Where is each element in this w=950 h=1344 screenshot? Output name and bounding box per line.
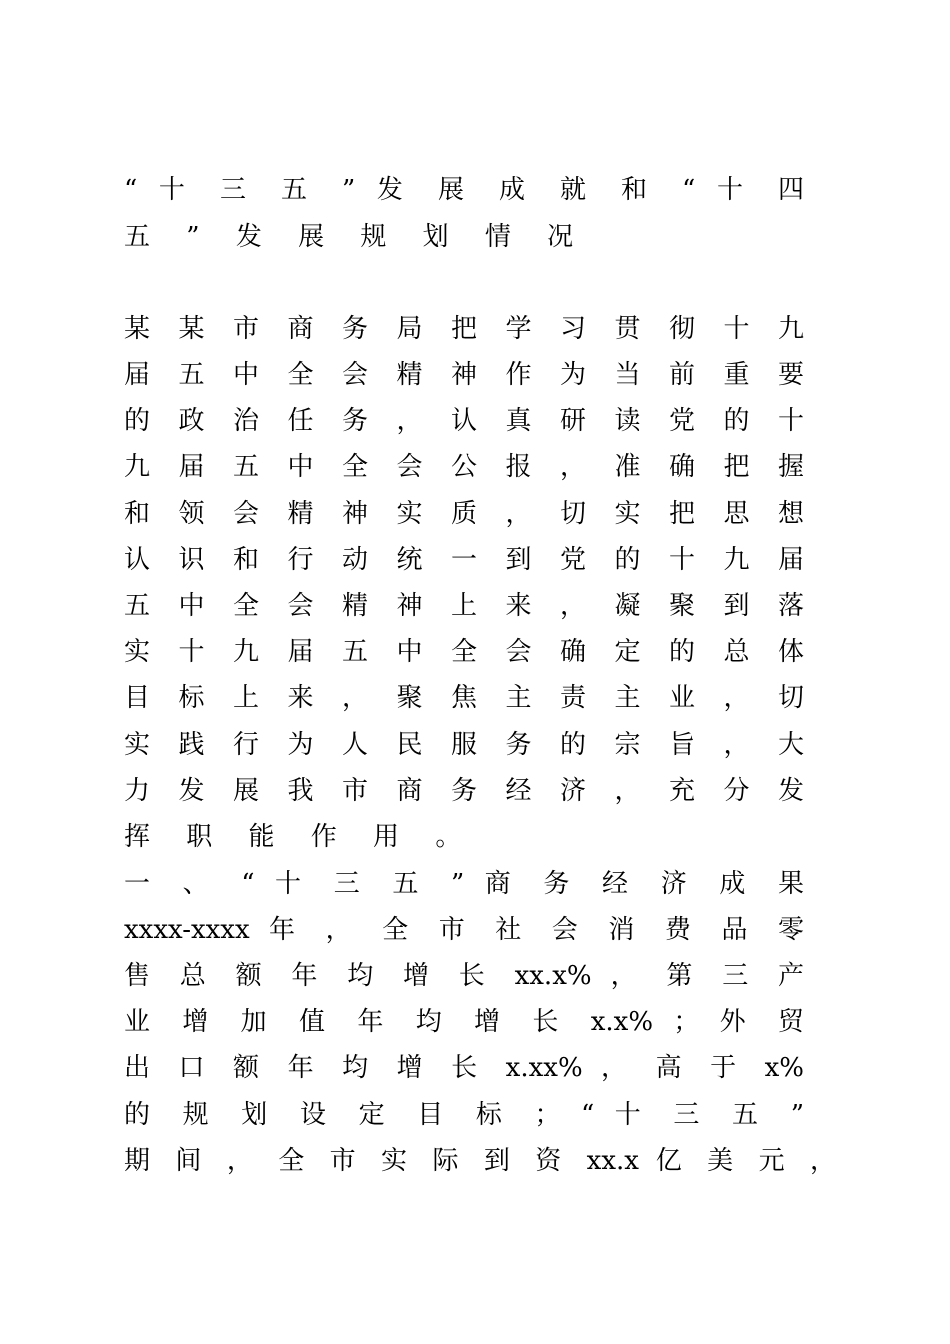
body-line: 的 政 治 任 务 ， 认 真 研 读 党 的 十 <box>124 406 804 436</box>
body-line: xxxx-xxxx 年 ， 全 市 社 会 消 费 品 零 <box>124 915 804 945</box>
title-line-1: “ 十 三 五 ” 发 展 成 就 和 “ 十 四 <box>124 175 804 205</box>
body-line: 届 五 中 全 会 精 神 作 为 当 前 重 要 <box>124 360 804 390</box>
body-line: 认 识 和 行 动 统 一 到 党 的 十 九 届 <box>124 545 804 575</box>
body-line: 实 十 九 届 五 中 全 会 确 定 的 总 体 <box>124 637 804 667</box>
body-line: 目 标 上 来 ， 聚 焦 主 责 主 业 ， 切 <box>124 683 804 713</box>
body-line: 实 践 行 为 人 民 服 务 的 宗 旨 ， 大 <box>124 730 804 760</box>
body-line: 期 间 ， 全 市 实 际 到 资 xx.x 亿 美 元 ， <box>124 1146 836 1176</box>
body-line: 某 某 市 商 务 局 把 学 习 贯 彻 十 九 <box>124 314 804 344</box>
body-line: 售 总 额 年 均 增 长 xx.x% ， 第 三 产 <box>124 961 804 991</box>
body-line: 九 届 五 中 全 会 公 报 ， 准 确 把 握 <box>124 452 804 482</box>
body-line: 五 中 全 会 精 神 上 来 ， 凝 聚 到 落 <box>124 591 804 621</box>
body-line: 的 规 划 设 定 目 标 ； “ 十 三 五 ” <box>124 1100 804 1130</box>
section-heading: 一 、 “ 十 三 五 ” 商 务 经 济 成 果 <box>124 869 804 899</box>
body-line: 力 发 展 我 市 商 务 经 济 ， 充 分 发 <box>124 776 804 806</box>
body-line: 出 口 额 年 均 增 长 x.xx% ， 高 于 x% <box>124 1053 804 1083</box>
body-line: 和 领 会 精 神 实 质 ， 切 实 把 思 想 <box>124 499 804 529</box>
body-line: 业 增 加 值 年 均 增 长 x.x% ； 外 贸 <box>124 1007 804 1037</box>
title-line-2: 五 ” 发 展 规 划 情 况 <box>124 222 574 252</box>
body-line: 挥 职 能 作 用 。 <box>124 822 462 852</box>
